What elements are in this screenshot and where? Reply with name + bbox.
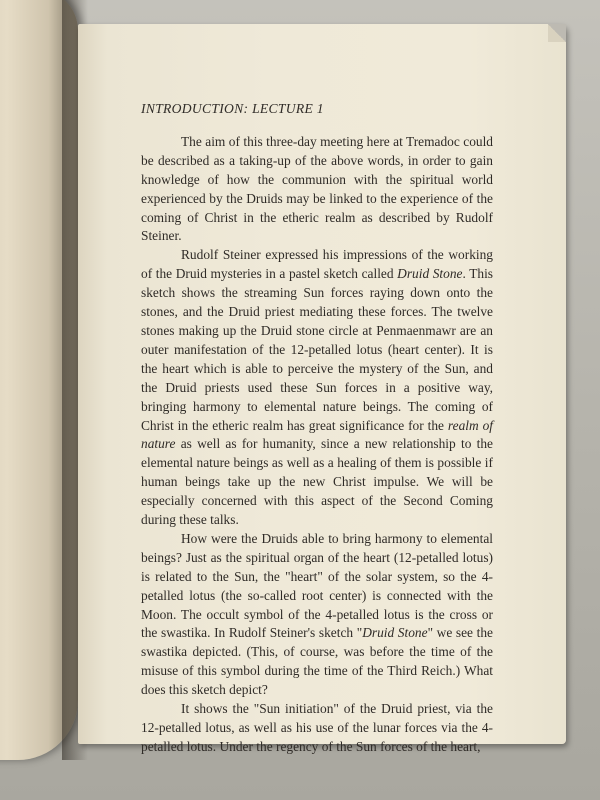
italic-title: Druid Stone xyxy=(362,625,428,641)
paragraph-text: The aim of this three-day meeting here at Tremadoc could be described as a taking-up of the above words, in order to gain knowledge of how the communion with the spiritual world experienced by the Druids may be linked to the experience of the coming of Christ in the etheric realm as described by Rudolf Steiner. xyxy=(141,133,493,244)
page-corner xyxy=(548,24,566,42)
paragraph-text: It shows the "Sun initiation" of the Druid priest, via the 12-petalled lotus, as well as his use of the lunar forces via the 4-petalled lotus. Under the regency of the Sun forces of the heart, xyxy=(141,701,493,754)
paragraph xyxy=(141,133,493,246)
italic-title: Druid Stone xyxy=(397,266,463,282)
paragraph xyxy=(141,700,493,757)
paragraph-text: . This sketch shows the streaming Sun forces raying down onto the stones, and the Druid priest mediating these forces. The twelve stones making up the Druid stone circle at Penmaenmawr are an outer manifestation of the 12-petalled lotus (heart center). It is the heart which is able to perceive the mystery of the Sun, and the Druid priests used these Sun forces in a positive way, bringing harmony to elemental nature beings. The coming of Christ in the etheric realm has great significance for the xyxy=(141,266,494,433)
page-content xyxy=(141,100,493,757)
paragraph-text: How were the Druids able to bring harmony to elemental beings? Just as the spiritual organ of the heart (12-petalled lotus) is related to the Sun, the "heart" of the solar system, so the 4-petalled lotus (the so-called root center) is connected with the Moon. The occult symbol of the 4-petalled lotus is the cross or the swastika. In Rudolf Steiner's sketch " xyxy=(141,530,493,641)
paragraph xyxy=(141,246,493,530)
book-page xyxy=(78,24,566,754)
paragraph-text: as well as for humanity, since a new relationship to the elemental nature beings as well as a healing of them is possible if human beings take up the new Christ impulse. We will be especially concerned with this aspect of the Second Coming during these talks. xyxy=(141,436,493,528)
paragraph-text: Rudolf Steiner expressed his impressions of the working of the Druid mysteries in a pastel sketch called xyxy=(141,247,493,282)
lecture-heading: INTRODUCTION: LECTURE 1 xyxy=(141,101,324,116)
paragraph xyxy=(141,530,493,700)
italic-phrase: realm of nature xyxy=(141,417,494,452)
paragraph-text: " we see the swastika depicted. (This, of course, was before the time of the misuse of this symbol during the time of the Third Reich.) What does this sketch depict? xyxy=(141,625,493,698)
